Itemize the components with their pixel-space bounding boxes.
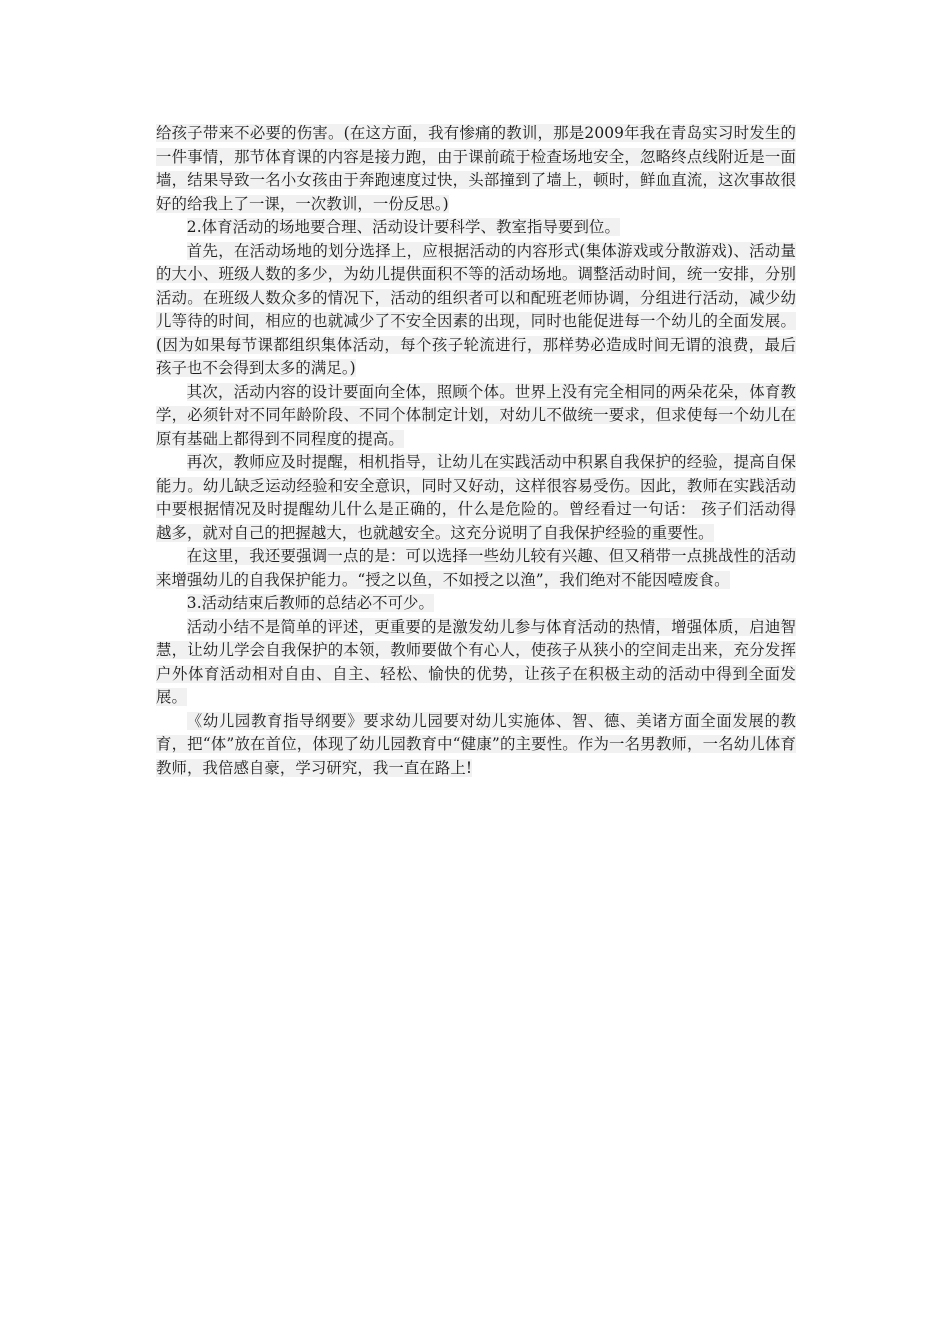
paragraph-1-text: 给孩子带来不必要的伤害。(在这方面，我有惨痛的教训，那是2009年我在青岛实习时发生的一件事情，那节体育课的内容是接力跑，由于课前疏于检查场地安全，忽略终点线附近是一面墙，结果导致一名小女孩由于奔跑速度过快，头部撞到了墙上，顿时，鲜血直流，这次事故很好的给我上了一课，一次教训，一份反思。)	[156, 124, 796, 213]
section-heading-2-text: 2.体育活动的场地要合理、活动设计要科学、教室指导要到位。	[186, 218, 620, 236]
paragraph-first-text: 首先，在活动场地的划分选择上，应根据活动的内容形式(集体游戏或分散游戏)、活动量的大小、班级人数的多少，为幼儿提供面积不等的活动场地。调整活动时间，统一安排，分别活动。在班级人数众多的情况下，活动的组织者可以和配班老师协调，分组进行活动，减少幼儿等待的时间，相应的也就减少了不安全因素的出现，同时也能促进每一个幼儿的全面发展。(因为如果每节课都组织集体活动，每个孩子轮流进行，那样势必造成时间无谓的浪费，最后孩子也不会得到太多的满足。)	[156, 241, 796, 377]
paragraph-conclusion-text: 《幼儿园教育指导纲要》要求幼儿园要对幼儿实施体、智、德、美诸方面全面发展的教育，把“体”放在首位，体现了幼儿园教育中“健康”的主要性。作为一名男教师，一名幼儿体育教师，我倍感自豪，学习研究，我一直在路上!	[156, 711, 796, 777]
document-body	[156, 122, 796, 780]
paragraph-1	[156, 122, 796, 216]
section-heading-3	[156, 592, 796, 616]
paragraph-summary	[156, 616, 796, 710]
paragraph-third	[156, 451, 796, 545]
paragraph-emphasis-text: 在这里，我还要强调一点的是：可以选择一些幼儿较有兴趣、但又稍带一点挑战性的活动来增强幼儿的自我保护能力。“授之以鱼，不如授之以渔”，我们绝对不能因噎废食。	[156, 547, 796, 589]
section-heading-2	[156, 216, 796, 240]
paragraph-summary-text: 活动小结不是简单的评述，更重要的是激发幼儿参与体育活动的热情，增强体质，启迪智慧，让幼儿学会自我保护的本领，教师要做个有心人，使孩子从狭小的空间走出来，充分发挥户外体育活动相对自由、自主、轻松、愉快的优势，让孩子在积极主动的活动中得到全面发展。	[156, 617, 796, 706]
paragraph-third-text: 再次，教师应及时提醒，相机指导，让幼儿在实践活动中积累自我保护的经验，提高自保能力。幼儿缺乏运动经验和安全意识，同时又好动，这样很容易受伤。因此，教师在实践活动中要根据情况及时提醒幼儿什么是正确的，什么是危险的。曾经看过一句话： 孩子们活动得越多，就对自己的把握越大，也就越安全。这充分说明了自我保护经验的重要性。	[156, 453, 796, 542]
paragraph-conclusion	[156, 710, 796, 781]
paragraph-first	[156, 240, 796, 381]
paragraph-second	[156, 381, 796, 452]
paragraph-emphasis	[156, 545, 796, 592]
paragraph-second-text: 其次，活动内容的设计要面向全体，照顾个体。世界上没有完全相同的两朵花朵，体育教学，必须针对不同年龄阶段、不同个体制定计划，对幼儿不做统一要求，但求使每一个幼儿在原有基础上都得到不同程度的提高。	[156, 382, 796, 448]
section-heading-3-text: 3.活动结束后教师的总结必不可少。	[186, 594, 435, 612]
